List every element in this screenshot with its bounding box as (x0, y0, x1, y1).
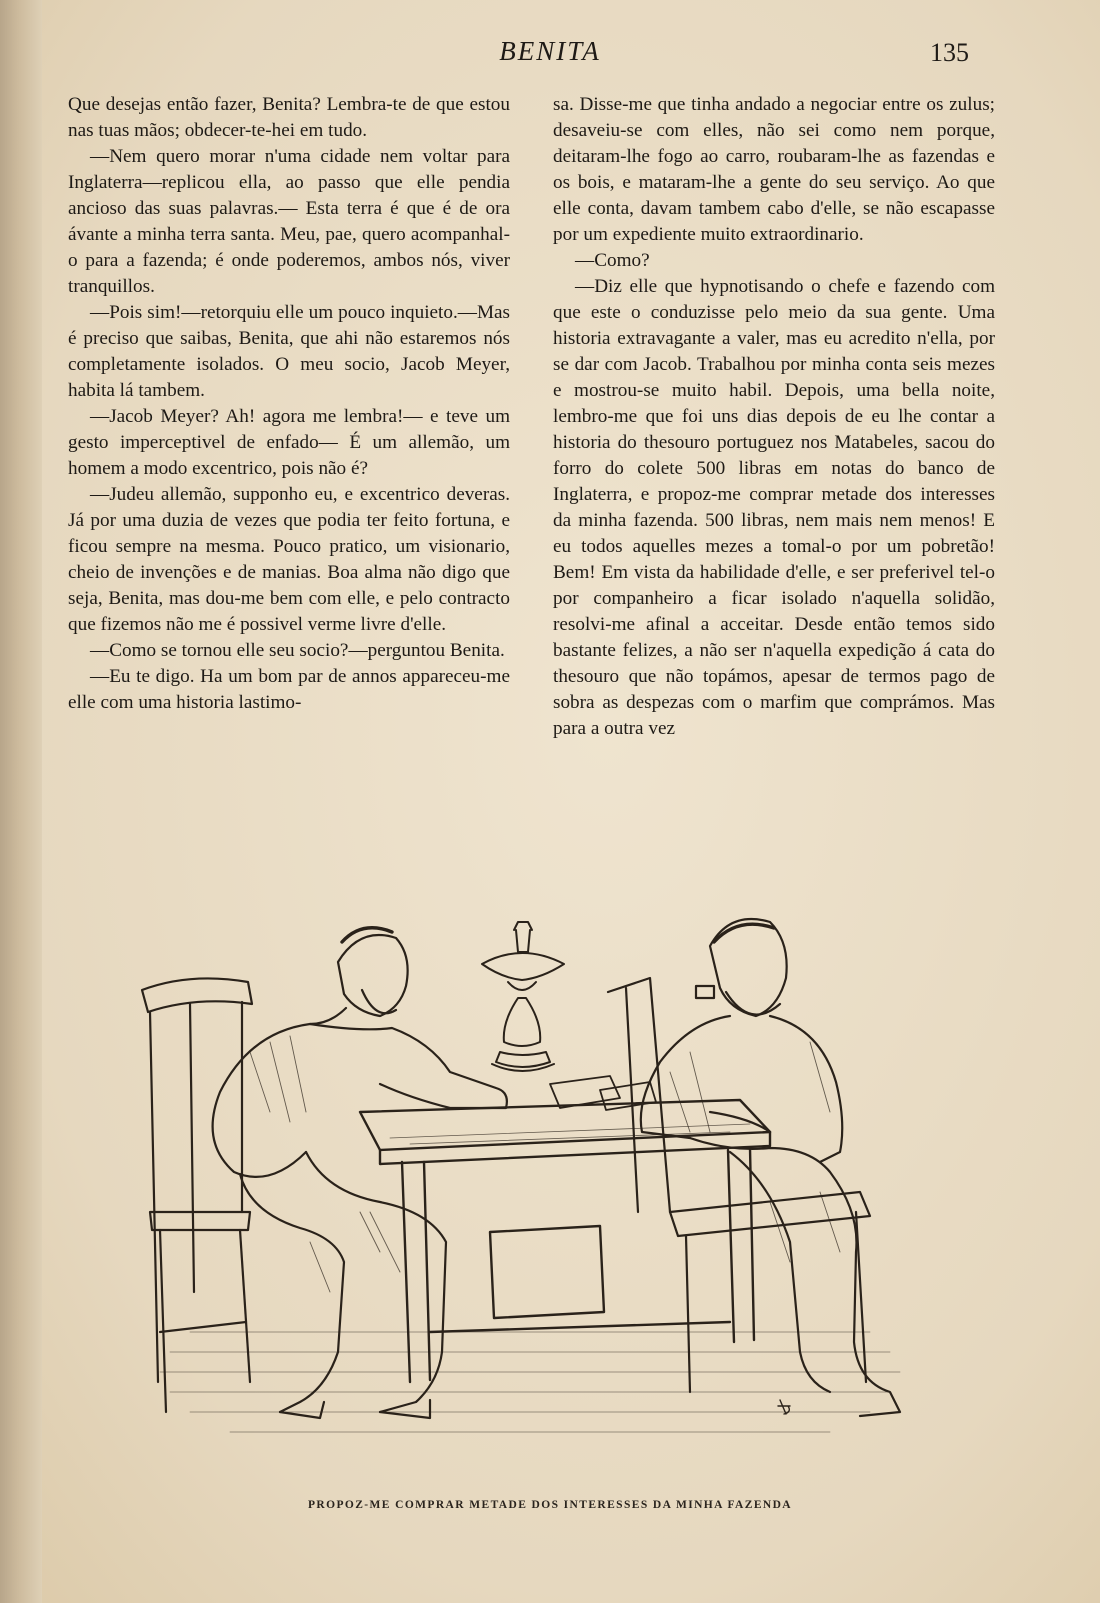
table (360, 1100, 770, 1382)
left-text-column (68, 92, 510, 716)
paragraph: —Pois sim!—retorquiu elle um pouco inquieto.—Mas é preciso que saibas, Benita, que ahi não estaremos nós completamente isolados. O meu socio, Jacob Meyer, habita lá tambem. (68, 302, 510, 401)
paragraph: —Judeu allemão, supponho eu, e excentrico deveras. Já por uma duzia de vezes que podia ter feito fortuna, e ficou sempre na mesma. Pouco pratico, um visionario, cheio de invenções e de manias. Boa alma não digo que seja, Benita, mas dou-me bem com elle, e pelo contracto que fizemos não me é possivel verme livre d'elle. (68, 484, 510, 635)
paragraph: sa. Disse-me que tinha andado a negociar entre os zulus; desaveiu-se com elles, não sei como nem porque, deitaram-lhe fogo ao carro, roubaram-lhe as fazendas e os bois, e mataram-lhe a gente do seu serviço. Ao que elle conta, davam tambem cabo d'elle, se não escapasse por um expediente muito extraordinario. (553, 94, 995, 245)
book-binding-edge (0, 0, 42, 1603)
paragraph: —Eu te digo. Ha um bom par de annos appareceu-me elle com uma historia lastimo- (68, 666, 510, 713)
left-chair (142, 978, 252, 1412)
paragraph: —Nem quero morar n'uma cidade nem voltar para Inglaterra—replicou ella, ao passo que elle pendia ancioso das suas palavras.— Esta terra é que é de ora ávante a minha terra santa. Meu, pae, quero acompanhal-o para a fazenda; é onde poderemos, ambos nós, viver tranquillos. (68, 146, 510, 297)
right-text-column (553, 92, 995, 742)
right-chair (608, 978, 870, 1392)
paragraph: —Jacob Meyer? Ah! agora me lembra!— e teve um gesto imperceptivel de enfado— É um allemão, um homem a modo excentrico, pois não é? (68, 406, 510, 479)
page-number: 135 (930, 38, 969, 67)
illustration-caption: PROPOZ-ME COMPRAR METADE DOS INTERESSES DA MINHA FAZENDA (307, 1499, 793, 1511)
engraving-illustration (130, 912, 930, 1472)
running-header-title: BENITA (499, 36, 601, 66)
paragraph: —Como? (575, 250, 650, 271)
left-man-figure (213, 928, 507, 1418)
oil-lamp (482, 922, 564, 1071)
paragraph: —Diz elle que hypnotisando o chefe e fazendo com que este o conduzisse pelo meio da sua gente. Uma historia extravagante a valer, mas eu acredito n'ella, por se dar com Jacob. Trabalhou por minha conta seis mezes e mostrou-se muito habil. Depois, uma bella noite, lembro-me que foi uns dias depois de eu lhe contar a historia do thesouro portuguez nos Matabeles, sacou do forro do colete 500 libras em notas do banco de Inglaterra, e propoz-me comprar metade dos interesses da minha fazenda. 500 libras, nem mais nem menos! E eu todos aquelles mezes a tomal-o por um pobretão! Bem! Em vista da habilidade d'elle, e ser preferivel tel-o por companheiro a ficar isolado n'aquella solidão, resolvi-me afinal a acceitar. Desde então temos sido bastante felizes, a não ser n'aquella expedição á cata do thesouro que não topámos, apesar de termos pago de sobra as despezas com o marfim que comprámos. Mas para a outra vez (553, 276, 995, 739)
right-man-figure (641, 919, 900, 1416)
paragraph: —Como se tornou elle seu socio?—perguntou Benita. (90, 640, 505, 661)
floor-shading (160, 1332, 900, 1432)
paragraph: Que desejas então fazer, Benita? Lembra-te de que estou nas tuas mãos; obdecer-te-hei em tudo. (68, 94, 510, 141)
